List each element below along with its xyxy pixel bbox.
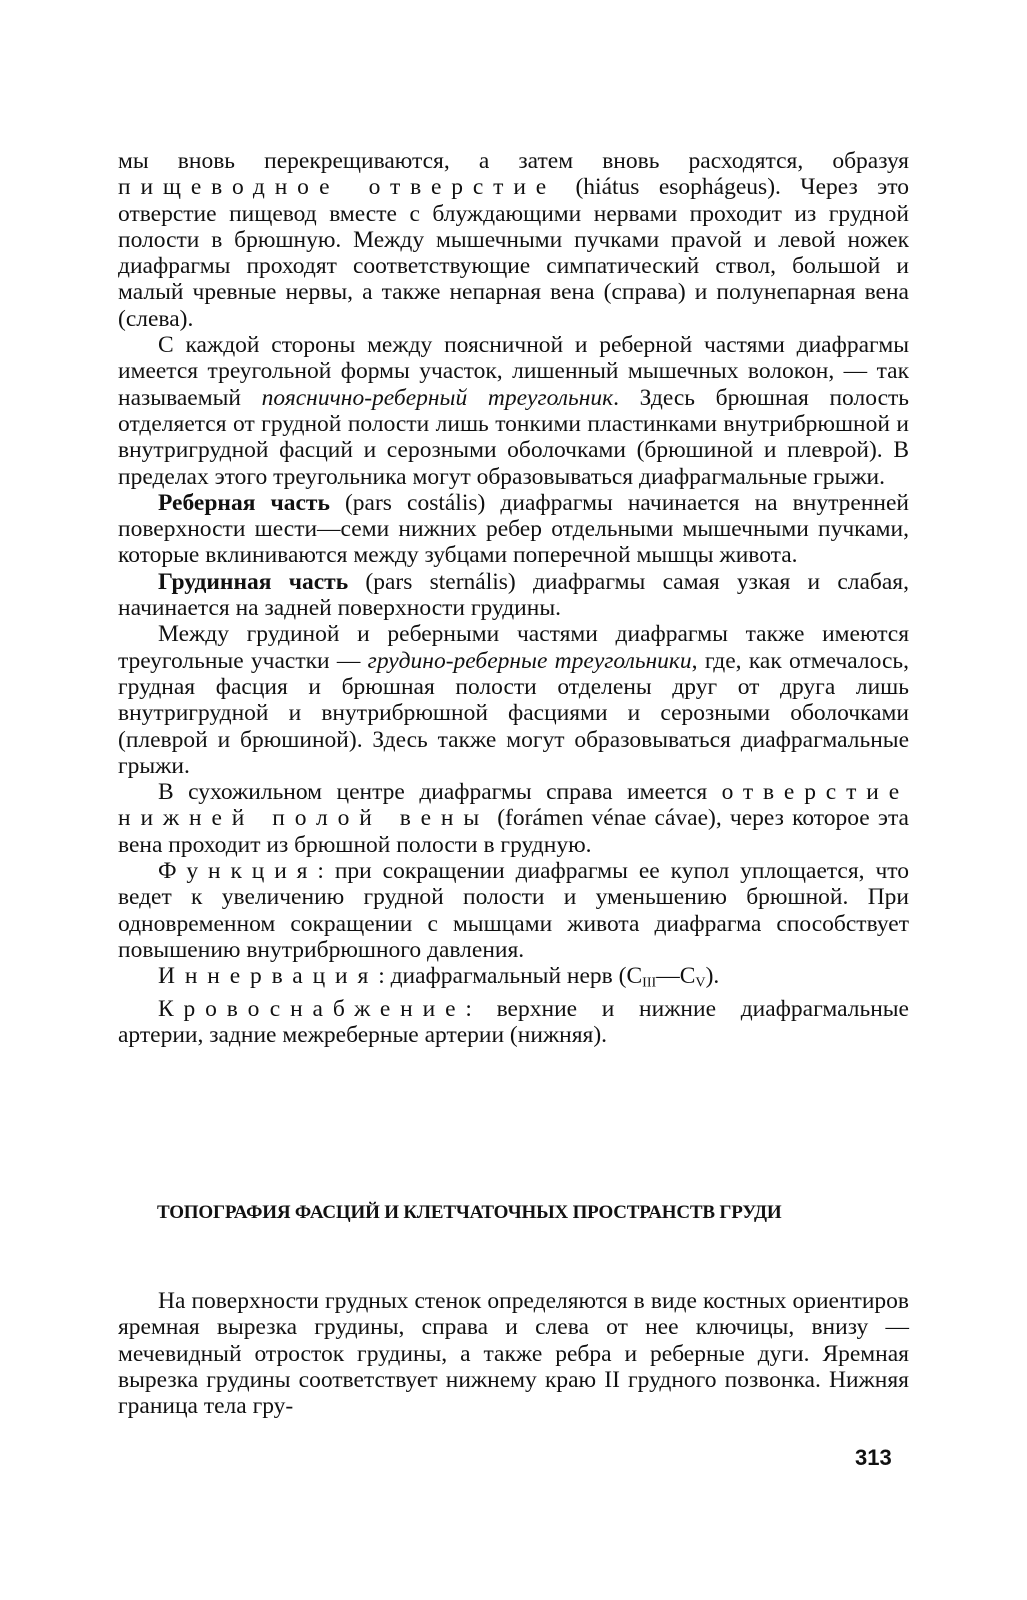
page-number: 313 <box>855 1445 892 1470</box>
text-run: С каждой стороны между поясничной и реберной частями диафрагмы имеется треугольной формы участок, лишенный мышечных волокон, — так называемый <box>118 332 909 411</box>
text-run: (pars costális) диафрагмы начинается на внутренней поверхности шести—семи нижних ребер отдельными мышечными пучками, которые вклиниваются между зубцами поперечной мышцы живота. <box>118 489 910 569</box>
text-run: : верхние и нижние диафрагмальные артерии, задние межреберные артерии (нижняя). <box>118 996 909 1049</box>
text-run: (hiátus esophágeus). Через это отверстие пищевод вместе с блуждающими нервами проходит из грудной полости в брюшную. Между мышечными пучками праvой и левой ножек диафрагмы проходят соответствующие симпатический ствол, большой и малый чревные нервы, а также непарная вена (справа) и полунепарная вена (слева). <box>118 174 909 332</box>
text-run: грудино-реберные треугольники <box>367 647 692 674</box>
paragraph <box>118 963 909 996</box>
text-run: : при сокращении диафрагмы ее купол уплощается, что ведет к увеличению грудной полости и уменьшению брюшной. При одновременном сокращении с мышцами живота диафрагма способствует повышению внутрибрюшного давления. <box>118 858 909 963</box>
text-run: . Здесь брюшная полость отделяется от грудной полости лишь тонкими пластинками внутрибрюшной и внутригрудной фасций и серозными оболочками (брюшиной и плеврой). В пределах этого треугольника могут образовываться диафрагмальные грыжи. <box>118 384 909 490</box>
text-run: III <box>642 974 657 991</box>
text-run: , где, как отмечалось, грудная фасция и брюшная полости отделены друг от друга лишь внутригрудной и внутрибрюшной фасциями и серозными оболочками (плеврой и брюшиной). Здесь также могут образовываться диафрагмальные грыжи. <box>118 647 909 779</box>
text-run: Реберная часть <box>158 489 330 516</box>
text-run: Между грудиной и реберными частями диафрагмы также имеются треугольные участки — <box>118 621 909 674</box>
text-run: мы вновь перекрещиваются, а затем вновь расходятся, образуя <box>118 148 909 174</box>
paragraph <box>118 1288 909 1419</box>
paragraph <box>118 621 909 779</box>
text-run: (pars sternális) диафрагмы самая узкая и слабая, начинается на задней поверхности грудины. <box>118 568 909 622</box>
paragraph <box>118 996 909 1049</box>
section-body <box>118 1288 909 1419</box>
text-run: V <box>695 974 706 991</box>
text-run: На поверхности грудных стенок определяются в виде костных ориентиров яремная вырезка грудины, справа и слева от нее ключицы, внизу — мечевидный отросток грудины, а также ребра и реберные дуги. Яремная вырезка грудины соответствует нижнему краю II грудного позвонка. Нижняя граница тела гру- <box>118 1288 909 1420</box>
paragraph <box>118 569 909 622</box>
body-text <box>118 148 909 1049</box>
paragraph <box>118 148 909 332</box>
text-run: отверстие нижней полой вены <box>118 779 909 832</box>
text-run: —C <box>656 963 696 990</box>
text-run: : диафрагмальный нерв (C <box>378 963 643 990</box>
text-run: пояснично-реберный треугольник <box>261 384 614 411</box>
section-heading: ТОПОГРАФИЯ ФАСЦИЙ И КЛЕТЧАТОЧНЫХ ПРОСТРАНСТВ ГРУДИ <box>157 1202 782 1223</box>
text-run: ). <box>705 963 720 990</box>
text-run: Грудинная часть <box>158 568 349 595</box>
text-run: Кровоснабжение <box>158 996 466 1023</box>
text-run: пищеводное отверстие <box>118 174 557 201</box>
paragraph <box>118 332 909 490</box>
paragraph <box>118 490 909 569</box>
text-run: Функция <box>158 858 318 885</box>
paragraph <box>118 779 909 858</box>
text-run: (forámen vénae cávae), через которое эта вена проходит из брюшной полости в грудную. <box>118 805 909 858</box>
text-run: Иннервация <box>158 963 379 990</box>
paragraph <box>118 858 909 963</box>
text-run: В сухожильном центре диафрагмы справа имеется <box>158 779 722 806</box>
